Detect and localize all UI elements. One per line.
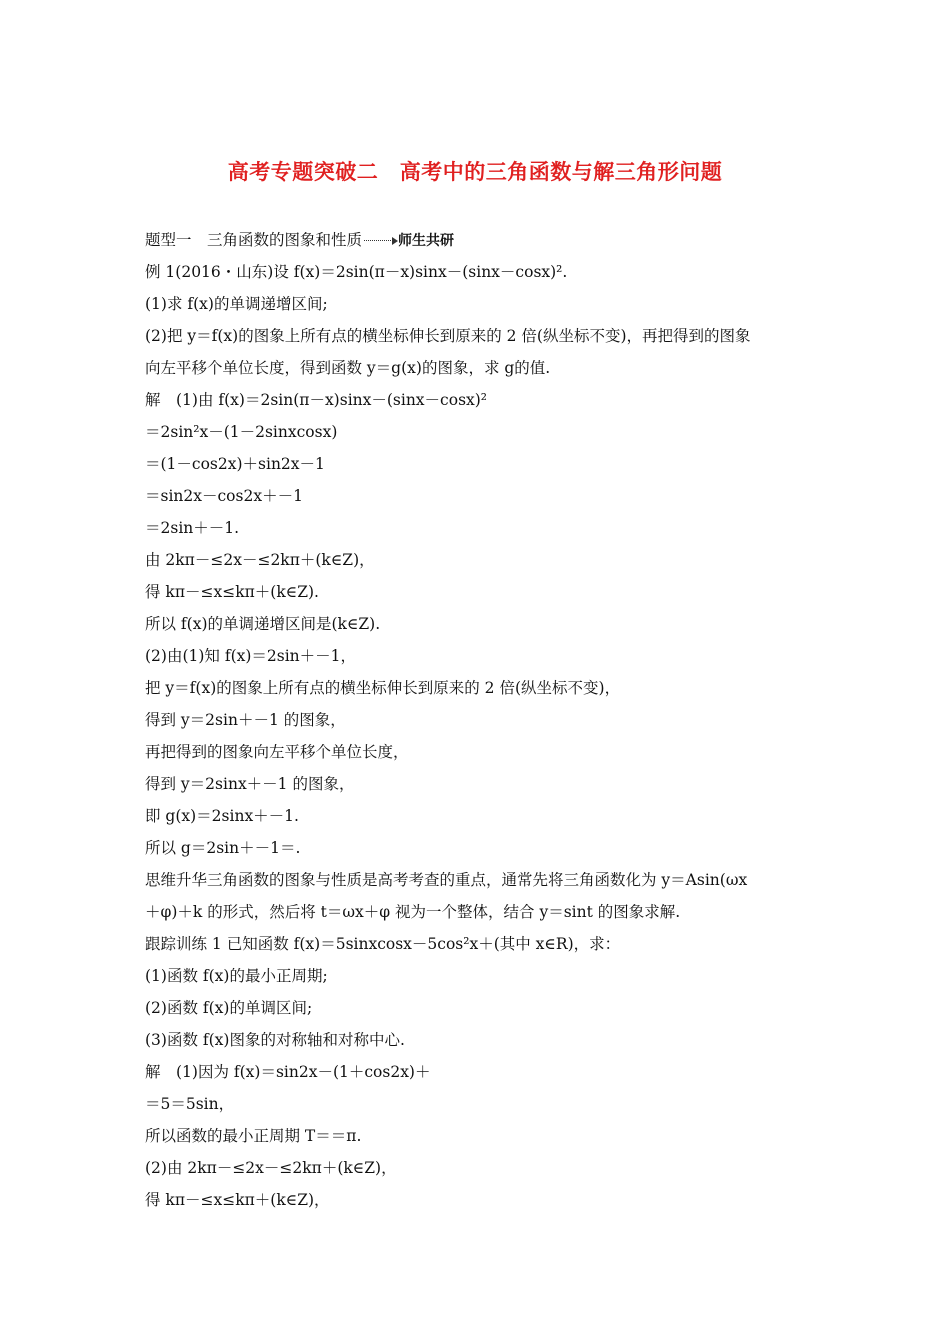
- text-line: (1)求 f(x)的单调递增区间;: [145, 295, 328, 313]
- text-line: 所以函数的最小正周期 T＝＝π.: [145, 1127, 362, 1145]
- text-line: (2)由(1)知 f(x)＝2sin＋－1，: [145, 647, 357, 665]
- text-line: 得 kπ－≤x≤kπ＋(k∈Z)，: [145, 1191, 330, 1209]
- text-line: ＝(1－cos2x)＋sin2x－1: [145, 455, 325, 473]
- section-heading: [145, 229, 454, 252]
- text-line: 例 1(2016・山东)设 f(x)＝2sin(π－x)sinx－(sinx－cosx)².: [145, 263, 568, 281]
- text-line: 由 2kπ－≤2x－≤2kπ＋(k∈Z)，: [145, 551, 375, 569]
- text-line: 得到 y＝2sin＋－1 的图象，: [145, 711, 346, 729]
- text-line: 解 (1)由 f(x)＝2sin(π－x)sinx－(sinx－cosx)²: [145, 391, 488, 409]
- text-line: 所以 g＝2sin＋－1＝.: [145, 839, 301, 857]
- dotted-arrow-icon: [364, 236, 398, 246]
- text-line: 把 y＝f(x)的图象上所有点的横坐标伸长到原来的 2 倍(纵坐标不变)，: [145, 679, 621, 697]
- text-line: ＝5＝5sin，: [145, 1095, 235, 1113]
- text-line: (2)由 2kπ－≤2x－≤2kπ＋(k∈Z)，: [145, 1159, 397, 1177]
- text-line: 即 g(x)＝2sinx＋－1.: [145, 807, 299, 825]
- text-line: 所以 f(x)的单调递增区间是(k∈Z).: [145, 615, 381, 633]
- text-line: (1)函数 f(x)的最小正周期;: [145, 967, 328, 985]
- text-line: 解 (1)因为 f(x)＝sin2x－(1＋cos2x)＋: [145, 1063, 431, 1081]
- text-line: ＝sin2x－cos2x＋－1: [145, 487, 303, 505]
- text-line: 思维升华三角函数的图象与性质是高考考查的重点，通常先将三角函数化为 y＝Asin(ωx: [145, 871, 748, 889]
- text-line: 得 kπ－≤x≤kπ＋(k∈Z).: [145, 583, 319, 601]
- badge-text: 师生共研: [398, 233, 455, 249]
- text-line: (2)函数 f(x)的单调区间;: [145, 999, 313, 1017]
- text-line: 向左平移个单位长度，得到函数 y＝g(x)的图象，求 g的值.: [145, 359, 551, 377]
- page-title: 高考专题突破二 高考中的三角函数与解三角形问题: [227, 160, 723, 184]
- text-line: (2)把 y＝f(x)的图象上所有点的横坐标伸长到原来的 2 倍(纵坐标不变)，再把得到的图象: [145, 327, 751, 345]
- text-line: 跟踪训练 1 已知函数 f(x)＝5sinxcosx－5cos²x＋(其中 x∈R)，求：: [145, 935, 621, 953]
- section-label: 题型一 三角函数的图象和性质: [145, 231, 363, 249]
- text-line: ＝2sin＋－1.: [145, 519, 240, 537]
- text-line: 得到 y＝2sinx＋－1 的图象，: [145, 775, 355, 793]
- text-line: ＝2sin²x－(1－2sinxcosx): [145, 423, 338, 441]
- text-line: ＋φ)＋k 的形式，然后将 t＝ωx＋φ 视为一个整体，结合 y＝sint 的图象求解.: [145, 903, 681, 921]
- method-badge: [364, 229, 454, 252]
- text-line: (3)函数 f(x)图象的对称轴和对称中心.: [145, 1031, 405, 1049]
- text-line: 再把得到的图象向左平移个单位长度，: [145, 743, 409, 761]
